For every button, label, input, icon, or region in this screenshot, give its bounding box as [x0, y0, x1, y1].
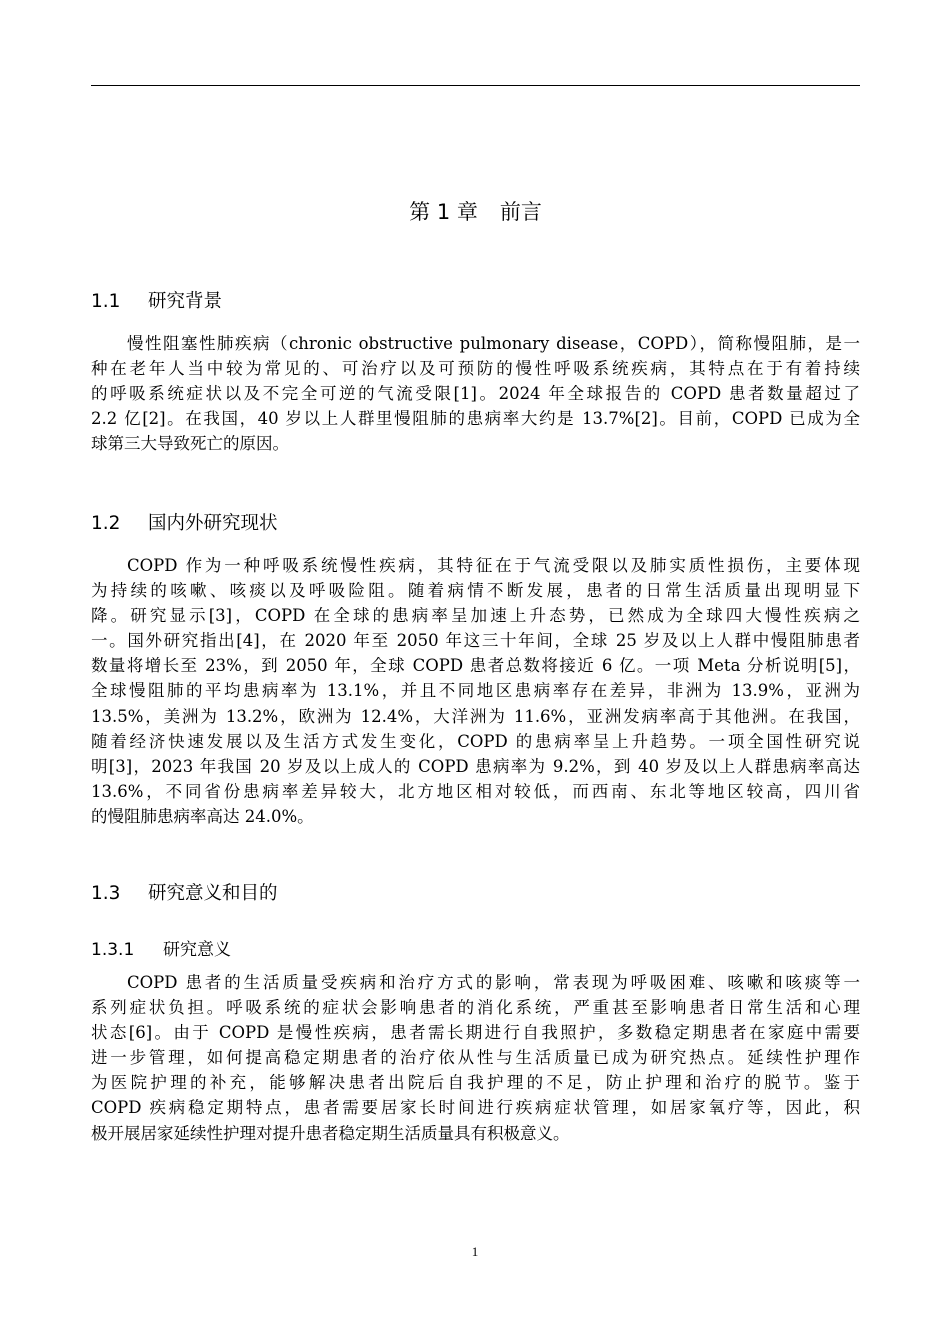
paragraph-line: 数量将增长至 23%，到 2050 年，全球 COPD 患者总数将接近 6 亿。一项 Meta 分析说明[5]，	[91, 656, 860, 676]
paragraph-line: 降。研究显示[3]，COPD 在全球的患病率呈加速上升态势，已然成为全球四大慢性疾病之	[91, 606, 860, 626]
section-title: 国内外研究现状	[148, 513, 278, 534]
header-rule	[91, 85, 860, 86]
paragraph-line: 明[3]，2023 年我国 20 岁及以上成人的 COPD 患病率为 9.2%，到 40 岁及以上人群患病率高达	[91, 756, 860, 776]
section-number: 1.2	[91, 513, 121, 534]
paragraph-line: 一。国外研究指出[4]，在 2020 年至 2050 年这三十年间，全球 25 岁及以上人群中慢阻肺患者	[91, 631, 860, 651]
paragraph-line: 状态[6]。由于 COPD 是慢性疾病，患者需长期进行自我照护，多数稳定期患者在家庭中需要	[91, 1023, 860, 1043]
page-number: 1	[471, 1244, 479, 1259]
paragraph-line: 慢性阻塞性肺疾病（chronic obstructive pulmonary disease，COPD），简称慢阻肺，是一	[127, 334, 860, 353]
paragraph-significance	[91, 970, 860, 1146]
paragraph-line: 系列症状负担。呼吸系统的症状会影响患者的消化系统，严重甚至影响患者日常生活和心理	[91, 998, 860, 1018]
paragraph-research-status	[91, 553, 860, 829]
paragraph-line: 极开展居家延续性护理对提升患者稳定期生活质量具有积极意义。	[91, 1123, 570, 1143]
section-number: 1.3	[91, 883, 121, 904]
chapter-number: 第 1 章	[409, 200, 478, 224]
section-heading-1-2	[91, 509, 278, 535]
paragraph-line: 为持续的咳嗽、咳痰以及呼吸险阻。随着病情不断发展，患者的日常生活质量出现明显下	[91, 581, 860, 601]
paragraph-line: 的呼吸系统症状以及不完全可逆的气流受限[1]。2024 年全球报告的 COPD 患者数量超过了	[91, 384, 860, 404]
paragraph-line: 进一步管理，如何提高稳定期患者的治疗依从性与生活质量已成为研究热点。延续性护理作	[91, 1048, 860, 1068]
subsection-number: 1.3.1	[91, 940, 135, 960]
section-number: 1.1	[91, 291, 121, 312]
subsection-heading-1-3-1	[91, 935, 231, 960]
paragraph-line: 种在老年人当中较为常见的、可治疗以及可预防的慢性呼吸系统疾病，其特点在于有着持续	[91, 359, 860, 379]
paragraph-line: 为医院护理的补充，能够解决患者出院后自我护理的不足，防止护理和治疗的脱节。鉴于	[91, 1073, 860, 1093]
paragraph-background	[91, 331, 860, 456]
paragraph-line: 随着经济快速发展以及生活方式发生变化，COPD 的患病率呈上升趋势。一项全国性研究说	[91, 731, 860, 751]
paragraph-line: 13.6%，不同省份患病率差异较大，北方地区相对较低，而西南、东北等地区较高，四川省	[91, 781, 860, 801]
paragraph-line: COPD 患者的生活质量受疾病和治疗方式的影响，常表现为呼吸困难、咳嗽和咳痰等一	[127, 973, 860, 992]
section-heading-1-1	[91, 287, 222, 313]
paragraph-line: COPD 作为一种呼吸系统慢性疾病，其特征在于气流受限以及肺实质性损伤，主要体现	[127, 556, 860, 575]
paragraph-line: 13.5%，美洲为 13.2%，欧洲为 12.4%，大洋洲为 11.6%，亚洲发病率高于其他洲。在我国，	[91, 706, 860, 726]
paragraph-line: 2.2 亿[2]。在我国，40 岁以上人群里慢阻肺的患病率大约是 13.7%[2]。目前，COPD 已成为全	[91, 409, 860, 429]
paragraph-line: 的慢阻肺患病率高达 24.0%。	[91, 806, 314, 826]
paragraph-line: COPD 疾病稳定期特点，患者需要居家长时间进行疾病症状管理，如居家氧疗等，因此，积	[91, 1098, 860, 1118]
subsection-title: 研究意义	[163, 940, 231, 960]
section-title: 研究意义和目的	[148, 883, 278, 904]
paragraph-line: 球第三大导致死亡的原因。	[91, 434, 289, 454]
section-title: 研究背景	[148, 291, 223, 312]
chapter-heading	[91, 196, 860, 226]
section-heading-1-3	[91, 879, 278, 905]
chapter-title: 前言	[499, 200, 542, 224]
paragraph-line: 全球慢阻肺的平均患病率为 13.1%，并且不同地区患病率存在差异，非洲为 13.9%，亚洲为	[91, 681, 860, 701]
